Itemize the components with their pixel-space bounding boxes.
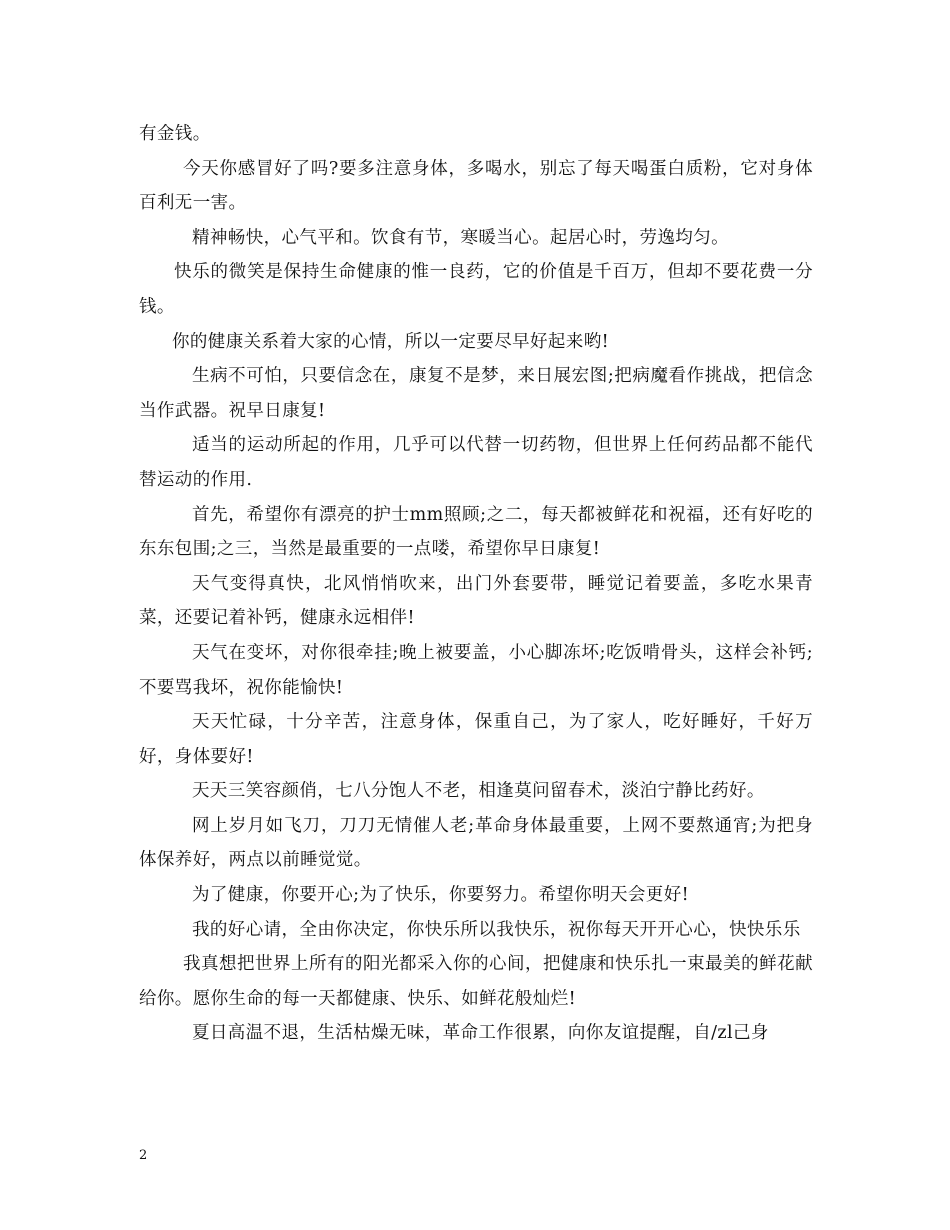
paragraph: 天天忙碌，十分辛苦，注意身体，保重自己，为了家人，吃好睡好，千好万好，身体要好! [139, 712, 813, 767]
document-body [139, 117, 813, 1051]
paragraph: 首先，希望你有漂亮的护士mm照顾;之二，每天都被鲜花和祝福，还有好吃的东东包围;之三，当然是最重要的一点喽，希望你早日康复! [139, 504, 813, 560]
paragraph: 我的好心请，全由你决定，你快乐所以我快乐，祝你每天开开心心，快快乐乐 [192, 919, 801, 940]
paragraph: 我真想把世界上所有的阳光都采入你的心间，把健康和快乐扎一束最美的鲜花献给你。愿你生命的每一天都健康、快乐、如鲜花般灿烂! [139, 954, 813, 1009]
paragraph: 生病不可怕，只要信念在，康复不是梦，来日展宏图;把病魔看作挑战，把信念当作武器。祝早日康复! [139, 366, 813, 421]
paragraph: 适当的运动所起的作用，几乎可以代替一切药物，但世界上任何药品都不能代替运动的作用. [139, 435, 813, 490]
paragraph: 快乐的微笑是保持生命健康的惟一良药，它的价值是千百万，但却不要花费一分钱。 [139, 262, 813, 317]
paragraph: 网上岁月如飞刀，刀刀无情催人老;革命身体最重要，上网不要熬通宵;为把身体保养好，两点以前睡觉觉。 [139, 815, 813, 871]
paragraph: 夏日高温不退，生活枯燥无味，革命工作很累，向你友谊提醒，自/zl己身 [192, 1023, 769, 1044]
paragraph: 有金钱。 [139, 124, 211, 144]
paragraph: 天气变得真快，北风悄悄吹来，出门外套要带，睡觉记着要盖，多吃水果青菜，还要记着补钙，健康永远相伴! [139, 573, 813, 629]
paragraph: 天天三笑容颜俏，七八分饱人不老，相逢莫问留春术，淡泊宁静比药好。 [192, 781, 765, 802]
paragraph: 精神畅快，心气平和。饮食有节，寒暖当心。起居心时，劳逸均匀。 [192, 227, 729, 248]
paragraph: 为了健康，你要开心;为了快乐，你要努力。希望你明天会更好! [192, 885, 690, 906]
paragraph: 你的健康关系着大家的心情，所以一定要尽早好起来哟! [172, 331, 610, 352]
paragraph: 今天你感冒好了吗?要多注意身体，多喝水，别忘了每天喝蛋白质粉，它对身体百利无一害。 [139, 158, 813, 214]
page-number: 2 [139, 1148, 148, 1163]
paragraph: 天气在变坏，对你很牵挂;晚上被要盖，小心脚冻坏;吃饭啃骨头，这样会补钙;不要骂我坏，祝你能愉快! [139, 642, 813, 698]
